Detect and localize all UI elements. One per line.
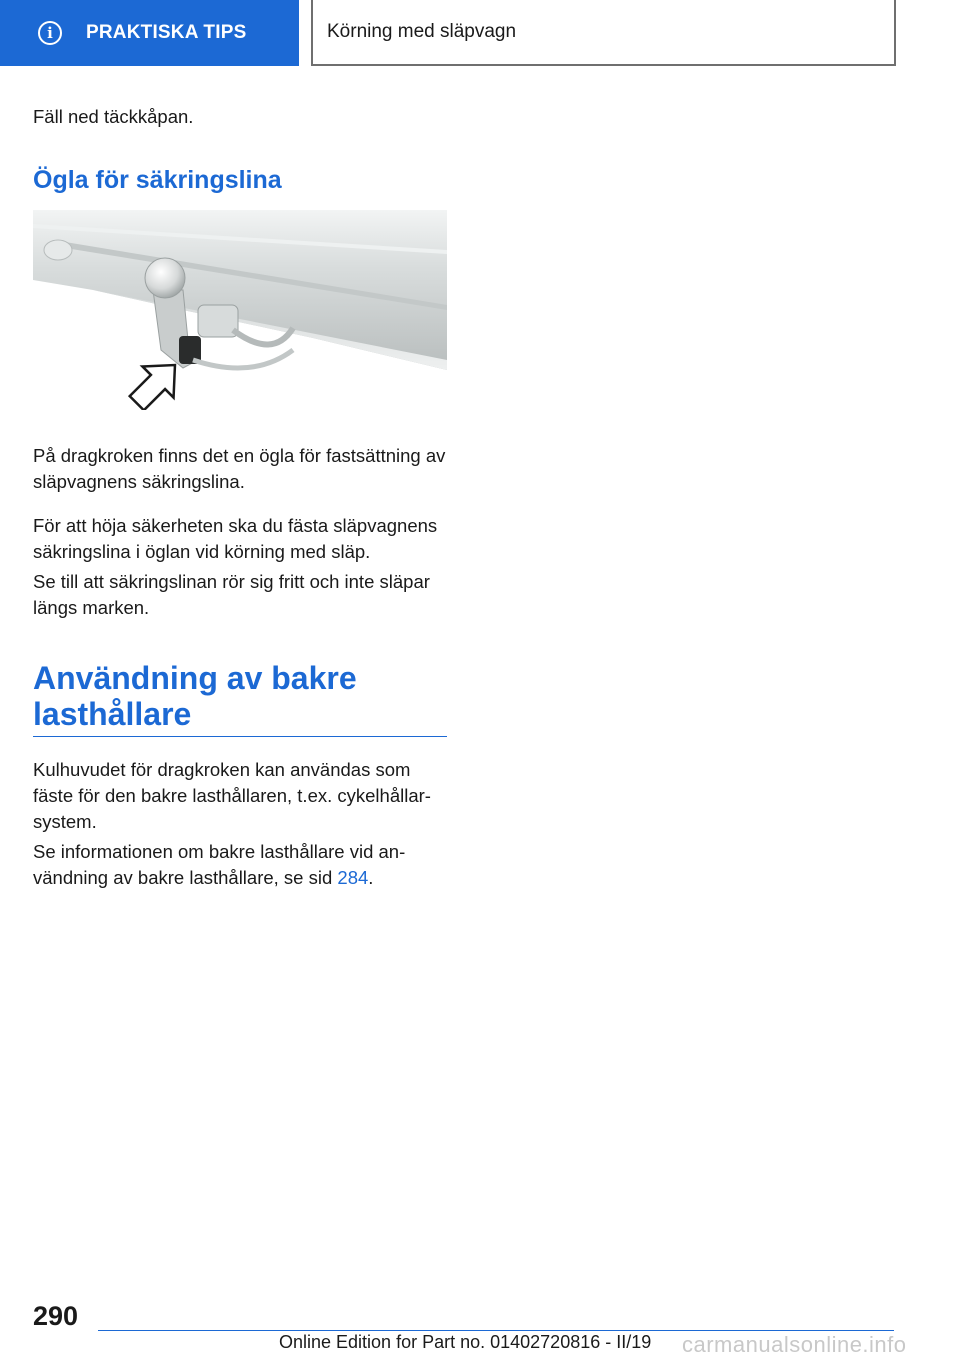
watermark: carmanualsonline.info — [682, 1332, 907, 1357]
heading-rule — [33, 736, 447, 737]
info-icon: i — [38, 21, 62, 45]
section-tab — [0, 0, 299, 66]
paragraph: Kulhuvudet för dragkroken kan användas som fäste för den bakre lasthållaren, t.ex. cykelhållarsystem. — [33, 759, 431, 832]
heading-line: lasthållare — [33, 696, 192, 732]
intro-text: Fäll ned täckkåpan. — [33, 106, 194, 127]
heading-line: Användning av bakre — [33, 660, 357, 696]
section-heading-safety-loop: Ögla för säkringslina — [33, 166, 282, 194]
section-heading-rear-carrier — [33, 660, 357, 732]
edition-text: Online Edition for Part no. 01402720816 - II/19 — [279, 1332, 652, 1352]
paragraph: Se till att säkringslinan rör sig fritt och inte släpar längs marken. — [33, 571, 430, 618]
tow-hook-figure — [33, 210, 447, 410]
page-number: 290 — [33, 1301, 79, 1331]
chapter-title: Körning med släpvagn — [311, 0, 896, 66]
paragraph-text: . — [368, 867, 374, 888]
paragraph: På dragkroken finns det en ögla för fastsättning av släpvagnens säkringslina. — [33, 445, 446, 492]
paragraph — [33, 839, 447, 891]
footer-rule — [98, 1330, 894, 1331]
section-label: PRAKTISKA TIPS — [86, 22, 247, 43]
paragraph-text: Se informationen om bakre lasthållare vid användning av bakre lasthållare, se sid — [33, 841, 406, 888]
paragraph: För att höja säkerheten ska du fästa släpvagnens säkringslina i öglan vid körning med släp. — [33, 515, 438, 562]
tow-hook-illustration — [33, 210, 447, 410]
page-link[interactable]: 284 — [337, 867, 369, 888]
